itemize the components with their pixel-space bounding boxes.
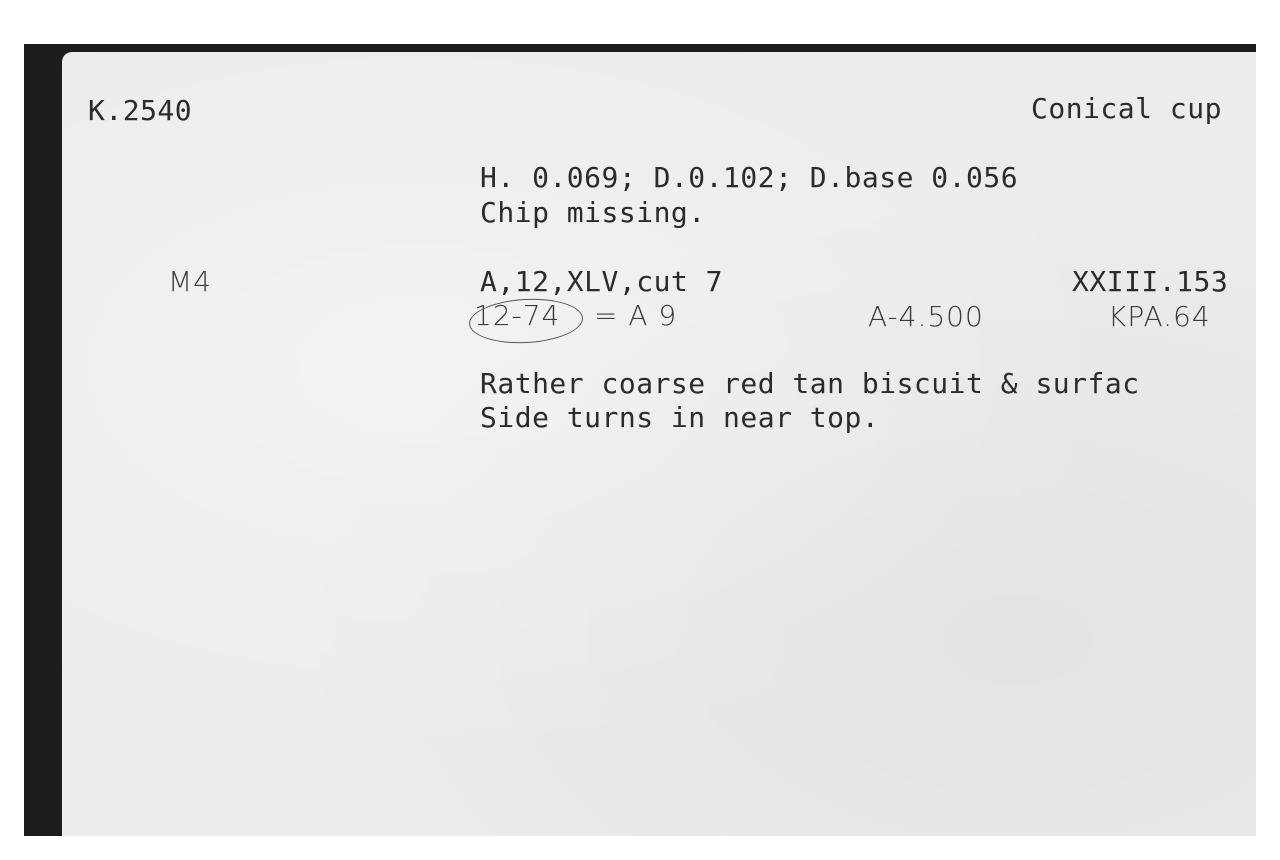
object-type: Conical cup: [1031, 92, 1222, 125]
plate-reference: XXIII.153: [1072, 265, 1229, 298]
kpa-reference: KPA.64: [1108, 300, 1211, 333]
condition-line: Chip missing.: [480, 196, 706, 229]
index-card: [62, 52, 1256, 836]
findspot-line: A,12,XLV,cut 7: [480, 265, 724, 298]
dimensions-line: H. 0.069; D.0.102; D.base 0.056: [480, 161, 1019, 194]
inventory-reference: A-4.500: [868, 300, 984, 333]
circled-number: 12-74: [474, 299, 561, 332]
equals-note: = A 9: [594, 299, 678, 332]
description-line-1: Rather coarse red tan biscuit & surfac: [480, 367, 1140, 400]
left-code: M4: [168, 265, 212, 298]
catalog-number: K.2540: [88, 94, 193, 127]
description-line-2: Side turns in near top.: [480, 401, 880, 434]
